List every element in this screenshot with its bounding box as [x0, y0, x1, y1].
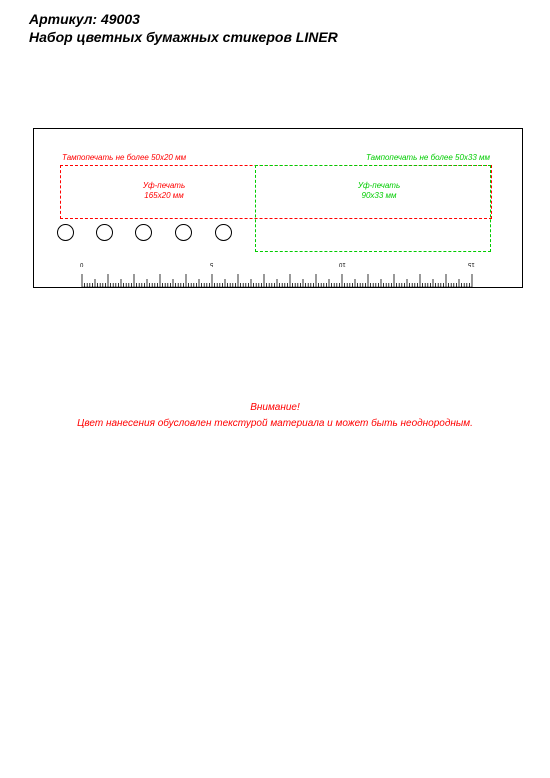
notice-text: Цвет нанесения обусловлен текстурой материала и может быть неоднородным. [77, 418, 473, 429]
uv-left-title: Уф-печать [142, 181, 186, 190]
pad-print-large-label: Тампопечать не более 50x33 мм [365, 153, 490, 162]
product-outline [33, 128, 523, 288]
ruler-label-5: 5 [210, 261, 214, 267]
uv-right-size: 90x33 мм [361, 191, 397, 200]
ruler-scale [34, 129, 524, 289]
pad-print-label: Тампопечать не более 50x20 мм [62, 153, 187, 162]
ruler-label-15: 15 [468, 261, 475, 267]
ruler-label-0: 0 [80, 261, 84, 267]
uv-right-title: Уф-печать [357, 181, 401, 190]
product-name: Набор цветных бумажных стикеров LINER [29, 29, 338, 45]
notice-heading: Внимание! [250, 402, 300, 413]
ruler-label-10: 10 [339, 261, 346, 267]
article-number: Артикул: 49003 [29, 11, 140, 27]
uv-left-size: 165x20 мм [144, 191, 184, 200]
